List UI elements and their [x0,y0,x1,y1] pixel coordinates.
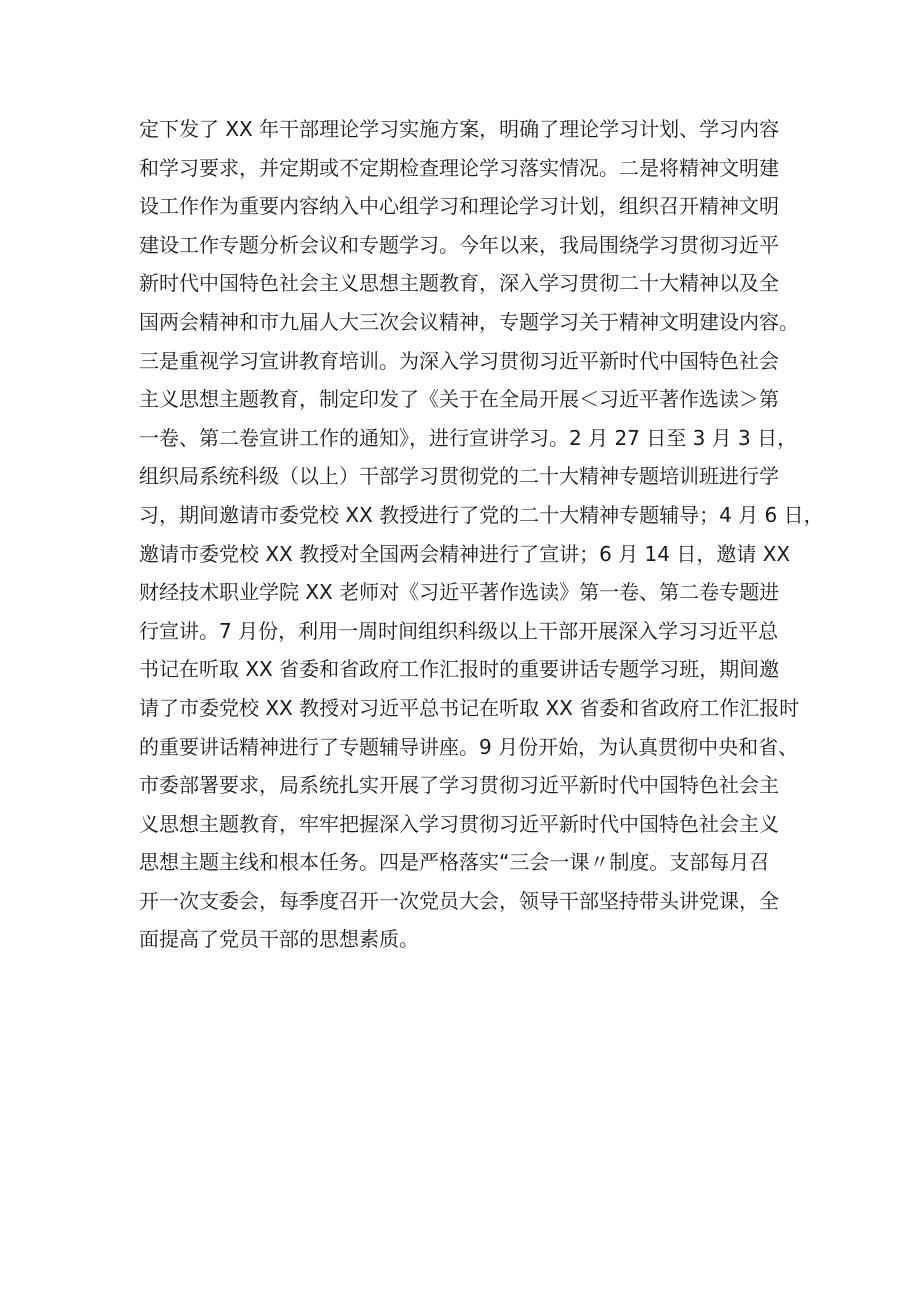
text-line: 书记在听取 XX 省委和省政府工作汇报时的重要讲话专题学习班，期间邀 [139,657,780,682]
text-line: 和学习要求，并定期或不定期检查理论学习落实情况。二是将精神文明建 [139,155,779,180]
text-line: 义思想主题教育，牢牢把握深入学习贯彻习近平新时代中国特色社会主义 [139,811,779,836]
text-line: 建设工作专题分析会议和专题学习。今年以来，我局围绕学习贯彻习近平 [139,232,779,257]
text-line: 市委部署要求，局系统扎实开展了学习贯彻习近平新时代中国特色社会主 [139,773,779,798]
text-line: 国两会精神和市九届人大三次会议精神，专题学习关于精神文明建设内容。 [139,309,799,334]
text-line: 财经技术职业学院 XX 老师对《习近平著作选读》第一卷、第二卷专题进 [139,580,780,605]
body-paragraph [139,110,824,959]
text-line: 行宣讲。7 月份，利用一周时间组织科级以上干部开展深入学习习近平总 [139,618,779,643]
text-line: 开一次支委会，每季度召开一次党员大会，领导干部坚持带头讲党课，全 [139,888,779,913]
text-line: 组织局系统科级（以上）干部学习贯彻党的二十大精神专题培训班进行学 [139,464,779,489]
text-line: 主义思想主题教育，制定印发了《关于在全局开展＜习近平著作选读＞第 [139,387,779,412]
text-line: 设工作作为重要内容纳入中心组学习和理论学习计划，组织召开精神文明 [139,194,779,219]
text-line: 请了市委党校 XX 教授对习近平总书记在听取 XX 省委和省政府工作汇报时 [139,695,800,720]
text-line: 一卷、第二卷宣讲工作的通知》，进行宣讲学习。2 月 27 日至 3 月 3 日， [139,425,798,450]
text-line: 思想主题主线和根本任务。四是严格落实“三会一课〃制度。支部每月召 [139,850,770,875]
text-line: 三是重视学习宣讲教育培训。为深入学习贯彻习近平新时代中国特色社会 [139,348,779,373]
text-line: 邀请市委党校 XX 教授对全国两会精神进行了宣讲；6 月 14 日，邀请 XX [139,541,791,566]
text-line: 习，期间邀请市委党校 XX 教授进行了党的二十大精神专题辅导；4 月 6 日， [139,502,824,527]
text-line: 新时代中国特色社会主义思想主题教育，深入学习贯彻二十大精神以及全 [139,271,779,296]
text-line: 的重要讲话精神进行了专题辅导讲座。9 月份开始，为认真贯彻中央和省、 [139,734,799,759]
text-line: 定下发了 XX 年干部理论学习实施方案，明确了理论学习计划、学习内容 [139,117,780,141]
text-line: 面提高了党员干部的思想素质。 [139,927,419,952]
